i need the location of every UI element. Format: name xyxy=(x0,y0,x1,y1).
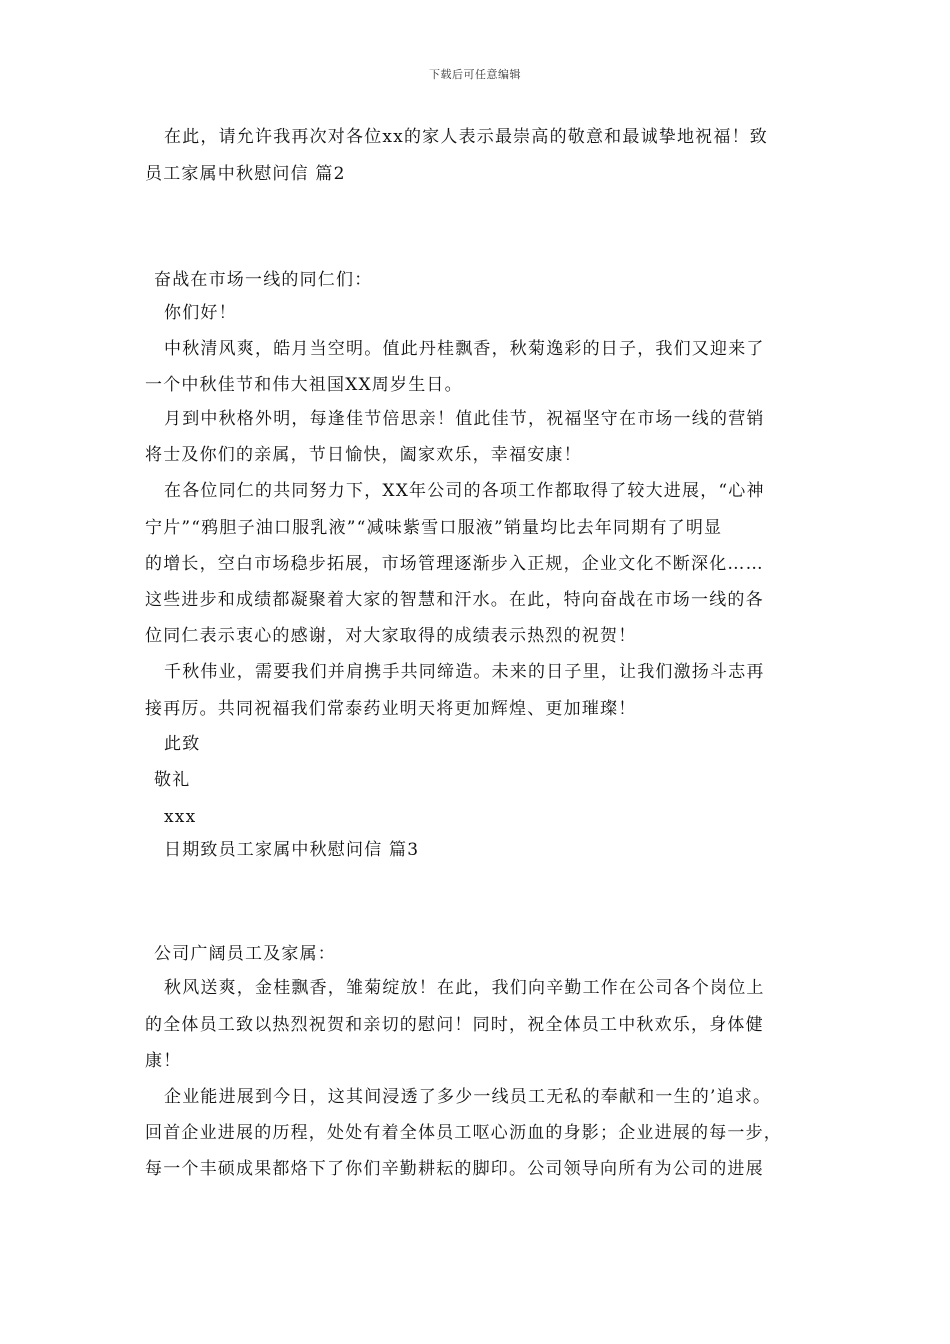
greeting: 你们好！ xyxy=(164,303,237,323)
paragraph-line: 秋风送爽，金桂飘香，雏菊绽放！在此，我们向辛勤工作在公司各个岗位上 xyxy=(164,978,765,998)
closing-phrase: 此致 xyxy=(164,734,201,754)
paragraph-line: 企业能进展到今日，这其间浸透了多少一线员工无私的奉献和一生的’追求。 xyxy=(164,1087,772,1107)
salutation: 公司广阔员工及家属： xyxy=(154,944,336,964)
paragraph-line: 每一个丰硕成果都烙下了你们辛勤耕耘的脚印。公司领导向所有为公司的进展 xyxy=(145,1159,764,1179)
paragraph-line: 这些进步和成绩都凝聚着大家的智慧和汗水。在此，特向奋战在市场一线的各 xyxy=(145,590,764,610)
closing-salute: 敬礼 xyxy=(154,770,191,790)
paragraph-line: 的全体员工致以热烈祝贺和亲切的慰问！同时，祝全体员工中秋欢乐，身体健 xyxy=(145,1015,764,1035)
paragraph-line: 在此，请允许我再次对各位xx的家人表示最崇高的敬意和最诚挚地祝福！致 xyxy=(164,127,768,147)
paragraph-line: 将士及你们的亲属，节日愉快，阖家欢乐，幸福安康！ xyxy=(145,445,582,465)
paragraph-line: 中秋清风爽，皓月当空明。值此丹桂飘香，秋菊逸彩的日子，我们又迎来了 xyxy=(164,339,765,359)
paragraph-line: 宁片”“鸦胆子油口服乳液”“减味紫雪口服液”销量均比去年同期有了明显 xyxy=(145,518,723,538)
paragraph-line: 接再厉。共同祝福我们常泰药业明天将更加辉煌、更加璀璨！ xyxy=(145,699,637,719)
paragraph-line: 在各位同仁的共同努力下，XX年公司的各项工作都取得了较大进展，“心神 xyxy=(164,481,765,501)
salutation: 奋战在市场一线的同仁们： xyxy=(154,270,373,290)
section-heading: 员工家属中秋慰问信 篇2 xyxy=(145,164,346,184)
paragraph-line: 的增长，空白市场稳步拓展，市场管理逐渐步入正规，企业文化不断深化…… xyxy=(145,554,764,574)
paragraph-line: 回首企业进展的历程，处处有着全体员工呕心沥血的身影；企业进展的每一步， xyxy=(145,1123,782,1143)
paragraph-line: 位同仁表示衷心的感谢，对大家取得的成绩表示热烈的祝贺！ xyxy=(145,626,637,646)
signature: xxx xyxy=(164,807,197,827)
header-note: 下载后可任意编辑 xyxy=(429,68,521,81)
section-heading: 日期致员工家属中秋慰问信 篇3 xyxy=(164,840,420,860)
paragraph-line: 月到中秋格外明，每逢佳节倍思亲！值此佳节，祝福坚守在市场一线的营销 xyxy=(164,409,765,429)
paragraph-line: 千秋伟业，需要我们并肩携手共同缔造。未来的日子里，让我们激扬斗志再 xyxy=(164,662,765,682)
paragraph-line: 康！ xyxy=(145,1051,182,1071)
paragraph-line: 一个中秋佳节和伟大祖国XX周岁生日。 xyxy=(145,375,463,395)
